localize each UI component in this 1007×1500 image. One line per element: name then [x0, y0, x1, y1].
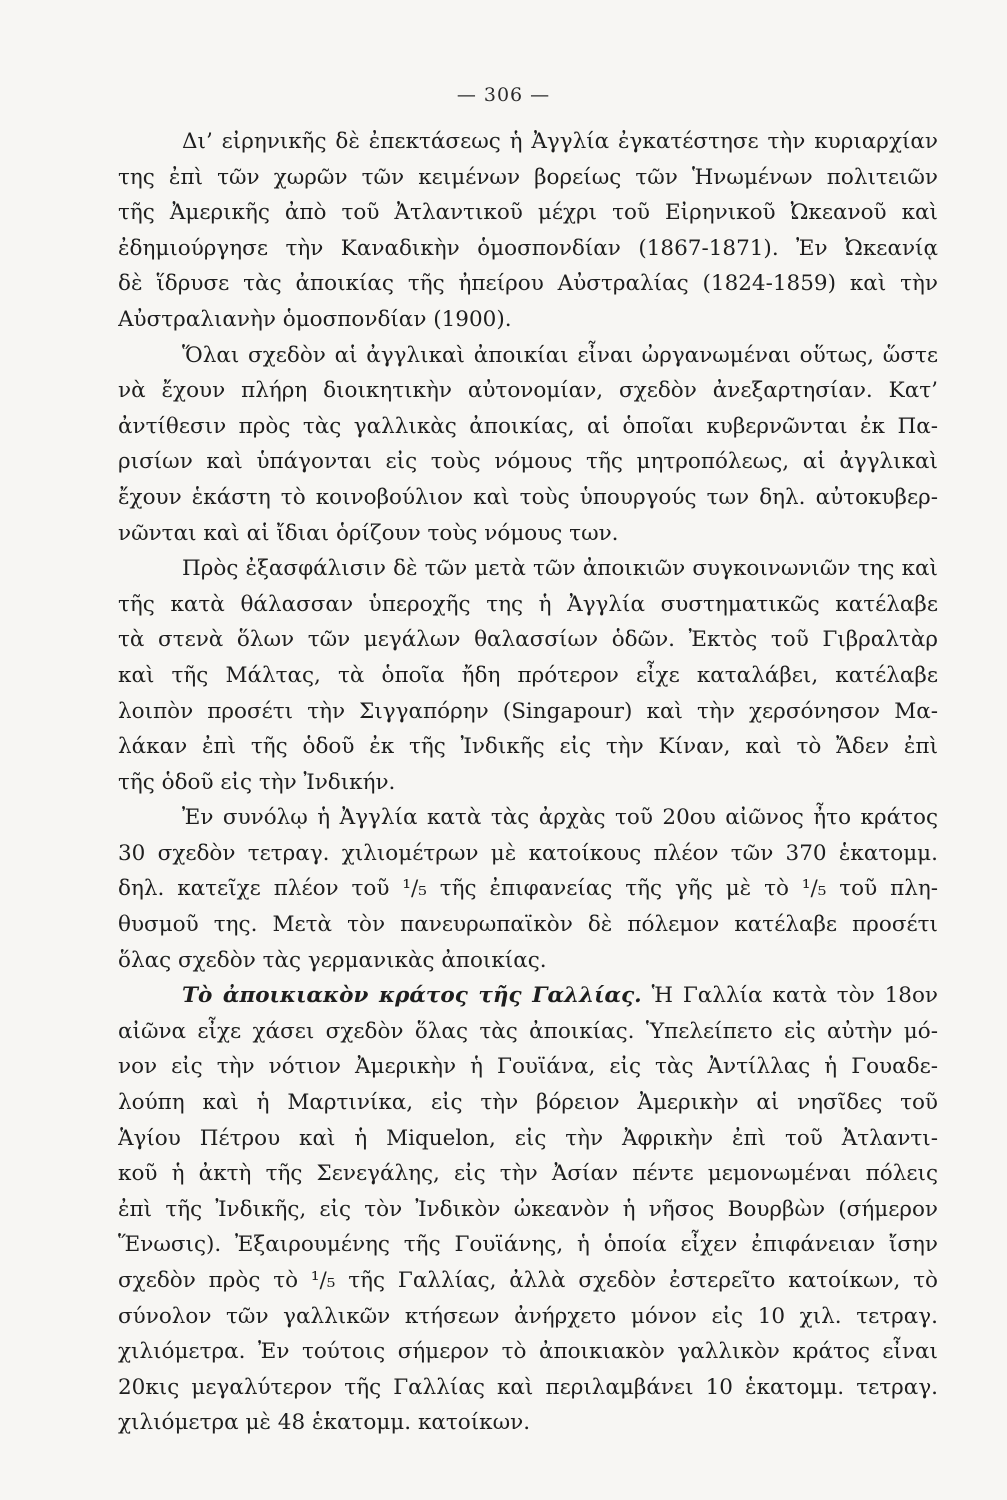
- text-line: ὅλας σχεδὸν τὰς γερμανικὰς ἀποικίας.: [118, 947, 547, 973]
- paragraph-french-colonial-state: [118, 978, 938, 1441]
- text-line: νον εἰς τὴν νότιον Ἀμερικὴν ἡ Γουϊάνα, εἰς τὰς Ἀντίλλας ἡ Γουαδε-: [118, 1054, 938, 1080]
- text-line: τὰ στενὰ ὅλων τῶν μεγάλων θαλασσίων ὁδῶν. Ἐκτὸς τοῦ Γιβραλτὰρ: [118, 627, 938, 653]
- text-line: ἐδημιούργησε τὴν Καναδικὴν ὁμοσπονδίαν (1867-1871). Ἐν Ὠκεανίᾳ: [118, 235, 938, 261]
- text-line: Ἐν συνόλῳ ἡ Ἀγγλία κατὰ τὰς ἀρχὰς τοῦ 20ου αἰῶνος ἦτο κράτος: [182, 805, 938, 831]
- text-line: σχεδὸν πρὸς τὸ ¹/₅ τῆς Γαλλίας, ἀλλὰ σχεδὸν ἐστερεῖτο κατοίκων, τὸ: [118, 1268, 938, 1293]
- text-line: Ὅλαι σχεδὸν αἱ ἀγγλικαὶ ἀποικίαι εἶναι ὠργανωμέναι οὕτως, ὥστε: [182, 342, 938, 368]
- text-line: τῆς Ἀμερικῆς ἀπὸ τοῦ Ἀτλαντικοῦ μέχρι τοῦ Εἰρηνικοῦ Ὠκεανοῦ καὶ: [118, 200, 938, 226]
- section-heading: Τὸ ἀποικιακὸν κράτος τῆς Γαλλίας.: [182, 983, 642, 1009]
- text-line: λάκαν ἐπὶ τῆς ὁδοῦ ἐκ τῆς Ἰνδικῆς εἰς τὴν Κίναν, καὶ τὸ Ἄδεν ἐπὶ: [118, 734, 938, 760]
- paragraph-colonial-autonomy: [118, 338, 938, 552]
- text-line: Αὐστραλιανὴν ὁμοσπονδίαν (1900).: [118, 306, 512, 332]
- text-line: τῆς κατὰ θάλασσαν ὑπεροχῆς της ἡ Ἀγγλία συστηματικῶς κατέλαβε: [118, 591, 938, 617]
- text-line: νὰ ἔχουν πλήρη διοικητικὴν αὐτονομίαν, σχεδὸν ἀνεξαρτησίαν. Κατ’: [118, 378, 938, 404]
- paragraph-british-expansion: [118, 124, 938, 338]
- text-line: ἔχουν ἑκάστη τὸ κοινοβούλιον καὶ τοὺς ὑπουργούς των δηλ. αὐτοκυβερ-: [118, 484, 938, 510]
- text-line: ἀντίθεσιν πρὸς τὰς γαλλικὰς ἀποικίας, αἱ ὁποῖαι κυβερνῶνται ἐκ Πα-: [118, 413, 938, 439]
- heading-line-rest: Ἡ Γαλλία κατὰ τὸν 18ον: [651, 983, 938, 1009]
- text-line: Πρὸς ἐξασφάλισιν δὲ τῶν μετὰ τῶν ἀποικιῶν συγκοινωνιῶν της καὶ: [182, 556, 938, 582]
- paragraph-british-empire-size: [118, 800, 938, 978]
- text-line: καὶ τῆς Μάλτας, τὰ ὁποῖα ἤδη πρότερον εἶχε καταλάβει, κατέλαβε: [118, 662, 938, 688]
- text-line: σύνολον τῶν γαλλικῶν κτήσεων ἀνήρχετο μόνον εἰς 10 χιλ. τετραγ.: [118, 1303, 938, 1329]
- text-line: κοῦ ἡ ἀκτὴ τῆς Σενεγάλης, εἰς τὴν Ἀσίαν πέντε μεμονωμέναι πόλεις: [118, 1161, 938, 1187]
- text-line: τῆς ὁδοῦ εἰς τὴν Ἰνδικήν.: [118, 769, 396, 795]
- text-line: αἰῶνα εἶχε χάσει σχεδὸν ὅλας τὰς ἀποικίας. Ὑπελείπετο εἰς αὐτὴν μό-: [118, 1018, 938, 1044]
- text-line: 20κις μεγαλύτερον τῆς Γαλλίας καὶ περιλαμβάνει 10 ἑκατομμ. τετραγ.: [118, 1374, 938, 1400]
- text-line: Δι’ εἰρηνικῆς δὲ ἐπεκτάσεως ἡ Ἀγγλία ἐγκατέστησε τὴν κυριαρχίαν: [182, 129, 938, 154]
- text-line: ρισίων καὶ ὑπάγονται εἰς τοὺς νόμους τῆς μητροπόλεως, αἱ ἀγγλικαὶ: [118, 449, 938, 475]
- body-text: [118, 124, 938, 1441]
- text-line: χιλιόμετρα μὲ 48 ἑκατομμ. κατοίκων.: [118, 1410, 531, 1436]
- text-line: Ἁγίου Πέτρου καὶ ἡ Miquelon, εἰς τὴν Ἀφρικὴν ἐπὶ τοῦ Ἀτλαντι-: [118, 1125, 938, 1151]
- text-line: δὲ ἵδρυσε τὰς ἀποικίας τῆς ἠπείρου Αὐστραλίας (1824-1859) καὶ τὴν: [118, 271, 938, 297]
- text-line: Ἕνωσις). Ἐξαιρουμένης τῆς Γουϊάνης, ἡ ὁποία εἶχεν ἐπιφάνειαν ἴσην: [118, 1232, 938, 1258]
- text-line: χιλιόμετρα. Ἐν τούτοις σήμερον τὸ ἀποικιακὸν γαλλικὸν κράτος εἶναι: [118, 1339, 938, 1365]
- text-line: δηλ. κατεῖχε πλέον τοῦ ¹/₅ τῆς ἐπιφανείας τῆς γῆς μὲ τὸ ¹/₅ τοῦ πλη-: [118, 876, 938, 902]
- text-line: θυσμοῦ της. Μετὰ τὸν πανευρωπαϊκὸν δὲ πόλεμον κατέλαβε προσέτι: [118, 912, 938, 938]
- text-line: λοιπὸν προσέτι τὴν Σιγγαπόρην (Singapour) καὶ τὴν χερσόνησον Μα-: [118, 698, 938, 724]
- text-line-with-heading: [118, 978, 938, 1014]
- text-line: 30 σχεδὸν τετραγ. χιλιομέτρων μὲ κατοίκους πλέον τῶν 370 ἑκατομμ.: [118, 840, 938, 866]
- text-line: ἐπὶ τῆς Ἰνδικῆς, εἰς τὸν Ἰνδικὸν ὠκεανὸν ἡ νῆσος Βουρβὼν (σήμερον: [118, 1196, 938, 1222]
- page-number: — 306 —: [456, 84, 551, 106]
- text-line: νῶνται καὶ αἱ ἴδιαι ὁρίζουν τοὺς νόμους των.: [118, 520, 619, 546]
- text-line: της ἐπὶ τῶν χωρῶν τῶν κειμένων βορείως τῶν Ἡνωμένων πολιτειῶν: [118, 164, 938, 190]
- paragraph-sea-routes: [118, 551, 938, 800]
- text-line: λούπη καὶ ἡ Μαρτινίκα, εἰς τὴν βόρειον Ἀμερικὴν αἱ νησῖδες τοῦ: [118, 1090, 938, 1116]
